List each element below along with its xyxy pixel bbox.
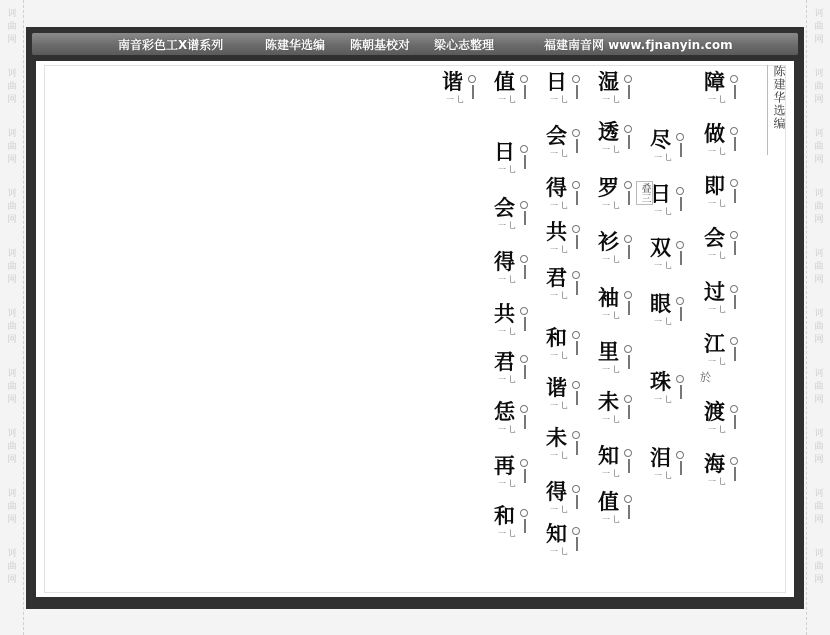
- lyric-char: 日: [494, 139, 515, 164]
- lyric-char: 渡: [704, 399, 725, 424]
- notation-stroke-icon: [680, 251, 682, 265]
- notation-stroke-icon: [524, 85, 526, 99]
- notation-stroke-icon: [628, 135, 630, 149]
- beat-circle-icon: [572, 485, 580, 493]
- lyric-char: 日: [546, 69, 567, 94]
- watermark-char: 网: [7, 275, 17, 285]
- score-sheet: [36, 61, 794, 597]
- lyric-char: 君: [546, 265, 567, 290]
- watermark-char: 诃: [7, 69, 17, 79]
- notation-mark: 一 乚: [708, 147, 727, 156]
- beat-circle-icon: [676, 133, 684, 141]
- lyric-char: 过: [704, 279, 725, 304]
- lyric-char: 即: [704, 173, 725, 198]
- watermark-char: 网: [814, 155, 824, 165]
- notation-stroke-icon: [576, 495, 578, 509]
- watermark-group: [807, 368, 830, 407]
- watermark-char: 网: [7, 515, 17, 525]
- watermark-char: 曲: [814, 442, 824, 452]
- notation-mark: 一 乚: [708, 199, 727, 208]
- lyric-char: 知: [598, 443, 619, 468]
- beat-circle-icon: [572, 225, 580, 233]
- watermark-char: 曲: [814, 322, 824, 332]
- watermark-char: 网: [814, 455, 824, 465]
- lyric-char: 泪: [650, 445, 671, 470]
- beat-circle-icon: [624, 75, 632, 83]
- watermark-char: 诃: [7, 429, 17, 439]
- notation-mark: 一 乚: [602, 145, 621, 154]
- watermark-char: 曲: [814, 562, 824, 572]
- beat-circle-icon: [572, 431, 580, 439]
- lyric-char: 袖: [598, 285, 619, 310]
- beat-circle-icon: [572, 381, 580, 389]
- watermark-group: [0, 8, 24, 47]
- notation-mark: 一 乚: [654, 317, 673, 326]
- lyric-char: 和: [546, 325, 567, 350]
- beat-circle-icon: [730, 285, 738, 293]
- watermark-char: 诃: [7, 189, 17, 199]
- watermark-char: 网: [814, 575, 824, 585]
- notation-mark: 一 乚: [654, 261, 673, 270]
- notation-mark: 一 乚: [708, 477, 727, 486]
- watermark-char: 诃: [814, 189, 824, 199]
- watermark-char: 网: [814, 215, 824, 225]
- watermark-char: 诃: [814, 309, 824, 319]
- notation-mark: 一 乚: [708, 305, 727, 314]
- notation-stroke-icon: [734, 241, 736, 255]
- small-note: 於: [700, 371, 711, 384]
- notation-mark: 一 乚: [654, 153, 673, 162]
- right-watermark-strip: [806, 0, 830, 635]
- notation-mark: 一 乚: [498, 95, 517, 104]
- notation-stroke-icon: [734, 85, 736, 99]
- notation-stroke-icon: [680, 197, 682, 211]
- notation-mark: 一 乚: [602, 95, 621, 104]
- watermark-char: 网: [814, 335, 824, 345]
- beat-circle-icon: [676, 451, 684, 459]
- notation-mark: 一 乚: [498, 375, 517, 384]
- beat-circle-icon: [572, 331, 580, 339]
- watermark-char: 网: [7, 455, 17, 465]
- notation-mark: 一 乚: [498, 275, 517, 284]
- proofreader-credit: 陈朝基校对: [350, 38, 411, 52]
- notation-mark: 一 乚: [498, 529, 517, 538]
- lyric-char: 谐: [442, 69, 463, 94]
- notation-stroke-icon: [734, 295, 736, 309]
- lyric-char: 未: [598, 389, 619, 414]
- notation-mark: 一 乚: [708, 425, 727, 434]
- lyric-char: 共: [546, 219, 567, 244]
- beat-circle-icon: [730, 179, 738, 187]
- beat-circle-icon: [676, 187, 684, 195]
- notation-stroke-icon: [734, 415, 736, 429]
- watermark-char: 网: [7, 95, 17, 105]
- notation-mark: 一 乚: [654, 471, 673, 480]
- notation-mark: 一 乚: [708, 251, 727, 260]
- beat-circle-icon: [572, 271, 580, 279]
- notation-mark: 一 乚: [602, 255, 621, 264]
- notation-mark: 一 乚: [602, 311, 621, 320]
- watermark-group: [807, 68, 830, 107]
- watermark-char: 诃: [814, 549, 824, 559]
- watermark-char: 网: [814, 35, 824, 45]
- notation-mark: 一 乚: [550, 95, 569, 104]
- watermark-char: 曲: [814, 502, 824, 512]
- notation-mark: 一 乚: [550, 351, 569, 360]
- lyric-char: 值: [598, 489, 619, 514]
- lyric-char: 海: [704, 451, 725, 476]
- beat-circle-icon: [730, 75, 738, 83]
- watermark-char: 网: [7, 575, 17, 585]
- watermark-char: 曲: [7, 502, 17, 512]
- watermark-group: [0, 248, 24, 287]
- beat-circle-icon: [730, 457, 738, 465]
- watermark-char: 曲: [814, 82, 824, 92]
- watermark-char: 诃: [7, 369, 17, 379]
- beat-circle-icon: [520, 201, 528, 209]
- left-watermark-strip: [0, 0, 24, 635]
- watermark-char: 曲: [7, 562, 17, 572]
- watermark-char: 诃: [814, 129, 824, 139]
- notation-stroke-icon: [628, 301, 630, 315]
- beat-circle-icon: [676, 297, 684, 305]
- lyric-char: 会: [494, 195, 515, 220]
- watermark-char: 网: [814, 275, 824, 285]
- notation-stroke-icon: [576, 281, 578, 295]
- lyric-char: 江: [704, 331, 725, 356]
- watermark-char: 曲: [814, 22, 824, 32]
- watermark-char: 曲: [814, 202, 824, 212]
- notation-mark: 一 乚: [498, 165, 517, 174]
- series-title: 南音彩色工X谱系列: [118, 38, 224, 52]
- watermark-char: 网: [814, 515, 824, 525]
- watermark-char: 网: [7, 35, 17, 45]
- notation-stroke-icon: [472, 85, 474, 99]
- watermark-group: [0, 128, 24, 167]
- watermark-group: [0, 188, 24, 227]
- beat-circle-icon: [730, 405, 738, 413]
- header-bar: [32, 33, 798, 55]
- watermark-group: [807, 488, 830, 527]
- lyric-char: 罗: [598, 175, 619, 200]
- notation-mark: 一 乚: [602, 469, 621, 478]
- watermark-char: 网: [7, 215, 17, 225]
- beat-circle-icon: [624, 125, 632, 133]
- notation-stroke-icon: [524, 317, 526, 331]
- beat-circle-icon: [572, 75, 580, 83]
- notation-mark: 一 乚: [602, 515, 621, 524]
- notation-stroke-icon: [524, 265, 526, 279]
- lyric-char: 得: [546, 479, 567, 504]
- site-link[interactable]: 福建南音网 www.fjnanyin.com: [544, 38, 733, 52]
- notation-stroke-icon: [576, 235, 578, 249]
- lyric-char: 衫: [598, 229, 619, 254]
- notation-mark: 一 乚: [550, 451, 569, 460]
- lyric-char: 障: [704, 69, 725, 94]
- notation-stroke-icon: [734, 189, 736, 203]
- notation-mark: 一 乚: [654, 395, 673, 404]
- watermark-group: [0, 488, 24, 527]
- beat-circle-icon: [520, 307, 528, 315]
- notation-stroke-icon: [628, 355, 630, 369]
- notation-mark: 一 乚: [498, 221, 517, 230]
- watermark-group: [807, 128, 830, 167]
- notation-mark: 一 乚: [498, 425, 517, 434]
- beat-circle-icon: [624, 291, 632, 299]
- beat-circle-icon: [520, 145, 528, 153]
- notation-mark: 一 乚: [550, 505, 569, 514]
- lyric-char: 值: [494, 69, 515, 94]
- watermark-char: 网: [7, 155, 17, 165]
- notation-mark: 一 乚: [550, 401, 569, 410]
- notation-stroke-icon: [524, 155, 526, 169]
- lyric-char: 眼: [650, 291, 671, 316]
- notation-stroke-icon: [680, 143, 682, 157]
- watermark-char: 曲: [7, 382, 17, 392]
- notation-mark: 一 乚: [550, 149, 569, 158]
- compiler-credit: 陈建华选编: [265, 38, 326, 52]
- watermark-char: 网: [814, 395, 824, 405]
- beat-circle-icon: [676, 375, 684, 383]
- beat-circle-icon: [624, 345, 632, 353]
- watermark-group: [807, 548, 830, 587]
- notation-stroke-icon: [524, 365, 526, 379]
- notation-stroke-icon: [576, 391, 578, 405]
- watermark-char: 曲: [7, 202, 17, 212]
- notation-mark: 一 乚: [446, 95, 465, 104]
- lyric-char: 知: [546, 521, 567, 546]
- notation-stroke-icon: [576, 537, 578, 551]
- lyric-char: 会: [704, 225, 725, 250]
- beat-circle-icon: [572, 181, 580, 189]
- watermark-char: 诃: [7, 309, 17, 319]
- beat-circle-icon: [520, 255, 528, 263]
- beat-circle-icon: [676, 241, 684, 249]
- notation-stroke-icon: [628, 85, 630, 99]
- watermark-char: 诃: [814, 429, 824, 439]
- notation-stroke-icon: [734, 467, 736, 481]
- lyric-char: 谐: [546, 375, 567, 400]
- lyric-char: 珠: [650, 369, 671, 394]
- notation-mark: 一 乚: [708, 357, 727, 366]
- notation-mark: 一 乚: [654, 207, 673, 216]
- sheet-border: [44, 65, 786, 593]
- beat-circle-icon: [730, 231, 738, 239]
- lyric-char: 湿: [598, 69, 619, 94]
- beat-circle-icon: [520, 405, 528, 413]
- lyric-char: 尽: [650, 127, 671, 152]
- watermark-group: [807, 248, 830, 287]
- watermark-char: 诃: [7, 549, 17, 559]
- notation-mark: 一 乚: [602, 201, 621, 210]
- watermark-group: [0, 68, 24, 107]
- watermark-char: 曲: [814, 382, 824, 392]
- notation-stroke-icon: [524, 211, 526, 225]
- notation-mark: 一 乚: [602, 365, 621, 374]
- arranger-credit: 梁心志整理: [434, 38, 495, 52]
- watermark-char: 曲: [7, 82, 17, 92]
- notation-stroke-icon: [576, 441, 578, 455]
- editor-tag: 陈建华选编: [767, 65, 788, 155]
- lyric-char: 日: [650, 181, 671, 206]
- notation-mark: 一 乚: [602, 415, 621, 424]
- lyric-char: 里: [598, 339, 619, 364]
- notation-stroke-icon: [524, 469, 526, 483]
- lyric-char: 和: [494, 503, 515, 528]
- beat-circle-icon: [730, 337, 738, 345]
- watermark-char: 曲: [814, 142, 824, 152]
- notation-mark: 一 乚: [550, 291, 569, 300]
- notation-stroke-icon: [628, 191, 630, 205]
- watermark-group: [807, 188, 830, 227]
- lyric-char: 得: [494, 249, 515, 274]
- notation-mark: 一 乚: [708, 95, 727, 104]
- lyric-char: 君: [494, 349, 515, 374]
- notation-stroke-icon: [576, 191, 578, 205]
- notation-stroke-icon: [734, 137, 736, 151]
- notation-stroke-icon: [576, 139, 578, 153]
- watermark-char: 诃: [814, 69, 824, 79]
- watermark-group: [0, 368, 24, 407]
- score-frame: [26, 27, 804, 609]
- watermark-char: 诃: [814, 369, 824, 379]
- lyric-char: 未: [546, 425, 567, 450]
- lyric-char: 做: [704, 121, 725, 146]
- watermark-char: 曲: [7, 142, 17, 152]
- watermark-char: 诃: [814, 9, 824, 19]
- beat-circle-icon: [468, 75, 476, 83]
- beat-circle-icon: [572, 129, 580, 137]
- beat-circle-icon: [624, 449, 632, 457]
- notation-stroke-icon: [680, 307, 682, 321]
- section-mark: 叠三: [636, 181, 653, 205]
- lyric-char: 透: [598, 119, 619, 144]
- watermark-char: 诃: [7, 249, 17, 259]
- watermark-char: 诃: [7, 489, 17, 499]
- notation-stroke-icon: [628, 459, 630, 473]
- beat-circle-icon: [572, 527, 580, 535]
- watermark-group: [807, 428, 830, 467]
- notation-stroke-icon: [524, 415, 526, 429]
- notation-stroke-icon: [628, 505, 630, 519]
- watermark-group: [0, 308, 24, 347]
- notation-mark: 一 乚: [550, 245, 569, 254]
- notation-stroke-icon: [524, 519, 526, 533]
- watermark-char: 曲: [7, 442, 17, 452]
- watermark-group: [0, 548, 24, 587]
- watermark-char: 曲: [7, 322, 17, 332]
- notation-stroke-icon: [576, 85, 578, 99]
- notation-mark: 一 乚: [550, 201, 569, 210]
- watermark-char: 曲: [814, 262, 824, 272]
- watermark-char: 网: [814, 95, 824, 105]
- watermark-char: 诃: [814, 249, 824, 259]
- lyric-char: 恁: [494, 399, 515, 424]
- watermark-char: 诃: [7, 9, 17, 19]
- watermark-group: [807, 8, 830, 47]
- beat-circle-icon: [520, 75, 528, 83]
- beat-circle-icon: [520, 509, 528, 517]
- beat-circle-icon: [624, 235, 632, 243]
- lyric-char: 会: [546, 123, 567, 148]
- beat-circle-icon: [624, 181, 632, 189]
- notation-mark: 一 乚: [498, 327, 517, 336]
- beat-circle-icon: [730, 127, 738, 135]
- lyric-char: 双: [650, 235, 671, 260]
- watermark-char: 网: [7, 335, 17, 345]
- lyric-char: 得: [546, 175, 567, 200]
- watermark-char: 曲: [7, 22, 17, 32]
- beat-circle-icon: [520, 459, 528, 467]
- notation-stroke-icon: [734, 347, 736, 361]
- beat-circle-icon: [520, 355, 528, 363]
- notation-stroke-icon: [628, 245, 630, 259]
- watermark-char: 诃: [7, 129, 17, 139]
- notation-stroke-icon: [576, 341, 578, 355]
- watermark-group: [807, 308, 830, 347]
- notation-mark: 一 乚: [498, 479, 517, 488]
- lyric-char: 共: [494, 301, 515, 326]
- watermark-char: 网: [7, 395, 17, 405]
- notation-mark: 一 乚: [550, 547, 569, 556]
- lyric-char: 再: [494, 453, 515, 478]
- watermark-char: 诃: [814, 489, 824, 499]
- beat-circle-icon: [624, 395, 632, 403]
- notation-stroke-icon: [680, 385, 682, 399]
- watermark-char: 曲: [7, 262, 17, 272]
- notation-stroke-icon: [680, 461, 682, 475]
- notation-stroke-icon: [628, 405, 630, 419]
- watermark-group: [0, 428, 24, 467]
- beat-circle-icon: [624, 495, 632, 503]
